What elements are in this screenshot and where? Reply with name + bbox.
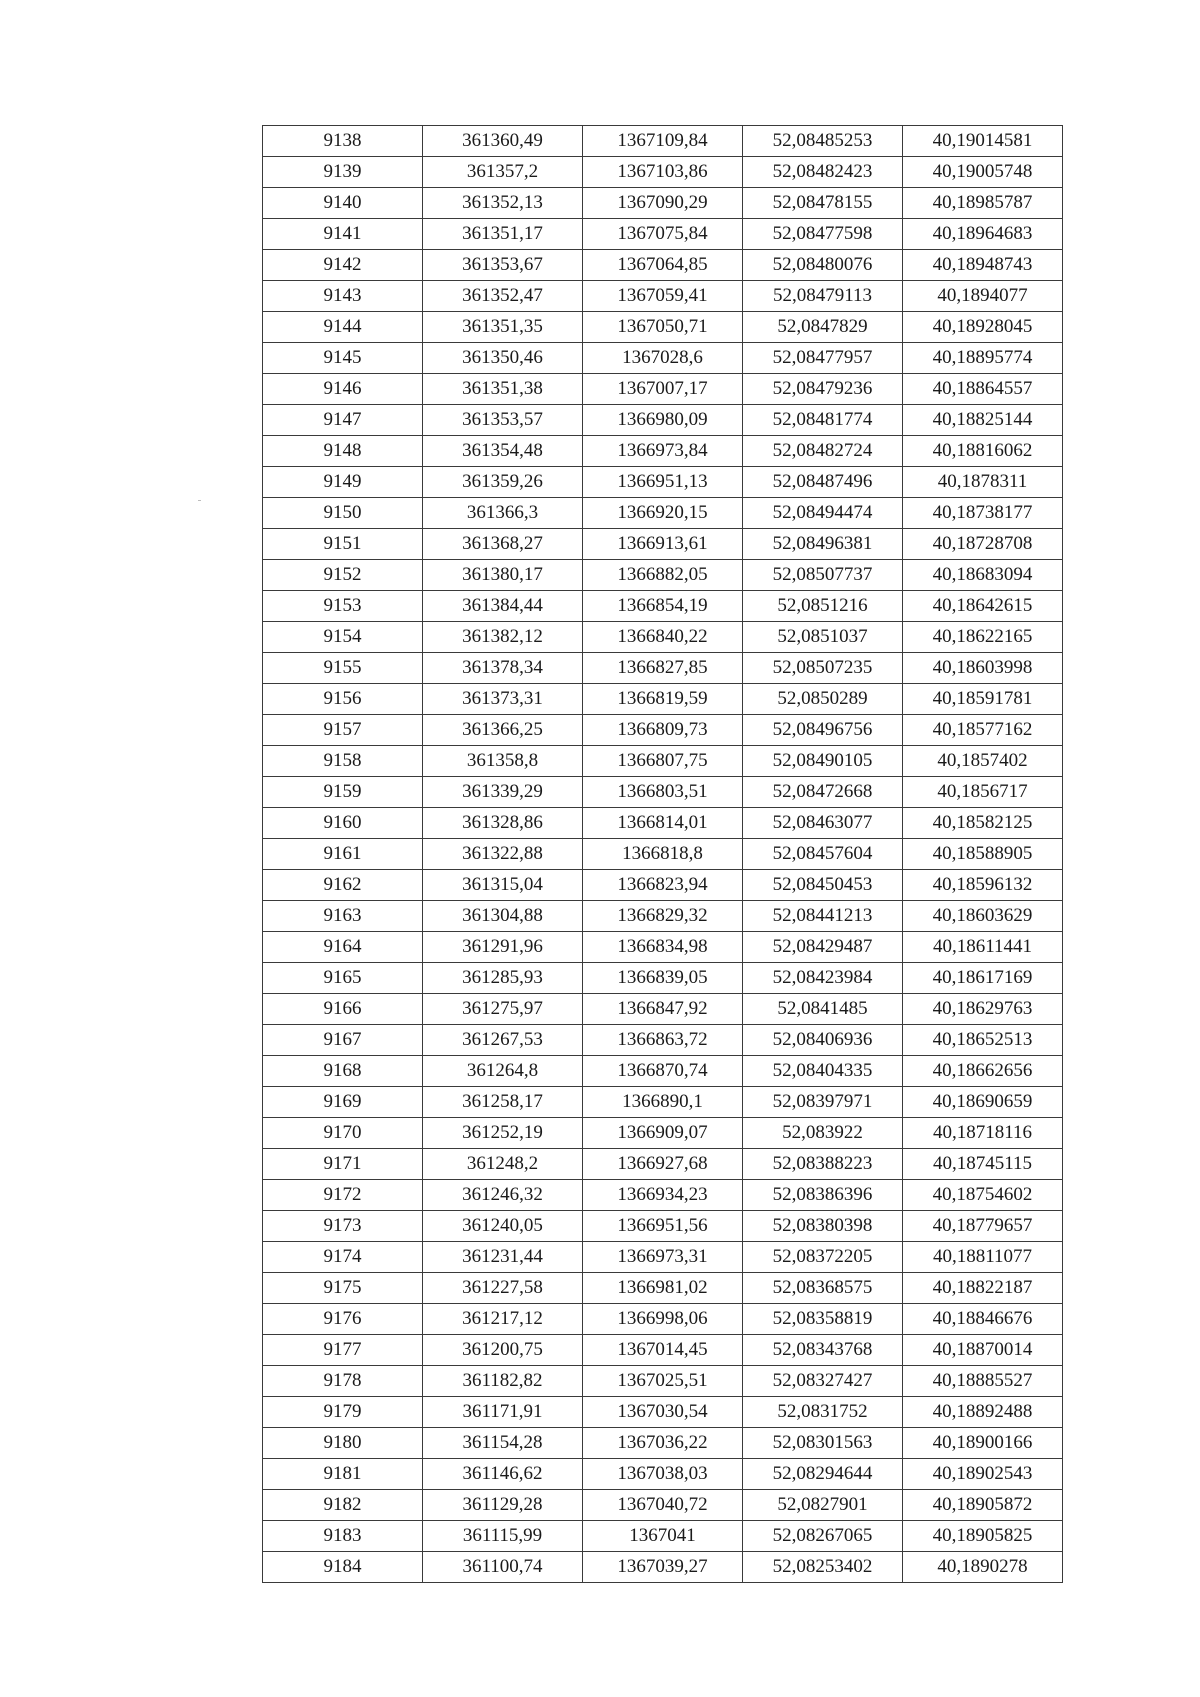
point-number-cell: 9152 [263,560,423,591]
x-coordinate-cell: 361351,17 [423,219,583,250]
longitude-cell: 40,18652513 [903,1025,1063,1056]
latitude-cell: 52,08372205 [743,1242,903,1273]
table-row [263,312,1063,343]
latitude-cell: 52,08494474 [743,498,903,529]
point-number-cell: 9160 [263,808,423,839]
table-row [263,1242,1063,1273]
table-row [263,1056,1063,1087]
y-coordinate-cell: 1366980,09 [583,405,743,436]
point-number-cell: 9166 [263,994,423,1025]
table-row [263,994,1063,1025]
x-coordinate-cell: 361240,05 [423,1211,583,1242]
table-row [263,715,1063,746]
point-number-cell: 9168 [263,1056,423,1087]
point-number-cell: 9158 [263,746,423,777]
coordinates-table [262,125,1063,1583]
latitude-cell: 52,08481774 [743,405,903,436]
latitude-cell: 52,08496756 [743,715,903,746]
point-number-cell: 9173 [263,1211,423,1242]
y-coordinate-cell: 1366951,56 [583,1211,743,1242]
latitude-cell: 52,08343768 [743,1335,903,1366]
latitude-cell: 52,08477957 [743,343,903,374]
x-coordinate-cell: 361315,04 [423,870,583,901]
latitude-cell: 52,08358819 [743,1304,903,1335]
y-coordinate-cell: 1367025,51 [583,1366,743,1397]
longitude-cell: 40,18900166 [903,1428,1063,1459]
longitude-cell: 40,18718116 [903,1118,1063,1149]
table-row [263,1397,1063,1428]
coordinates-table-body [263,126,1063,1583]
latitude-cell: 52,08477598 [743,219,903,250]
table-row [263,1273,1063,1304]
y-coordinate-cell: 1366839,05 [583,963,743,994]
table-row [263,1025,1063,1056]
latitude-cell: 52,08482423 [743,157,903,188]
table-row [263,529,1063,560]
x-coordinate-cell: 361258,17 [423,1087,583,1118]
table-row [263,1211,1063,1242]
x-coordinate-cell: 361115,99 [423,1521,583,1552]
point-number-cell: 9180 [263,1428,423,1459]
longitude-cell: 40,18596132 [903,870,1063,901]
longitude-cell: 40,1890278 [903,1552,1063,1583]
y-coordinate-cell: 1367064,85 [583,250,743,281]
longitude-cell: 40,18622165 [903,622,1063,653]
longitude-cell: 40,18745115 [903,1149,1063,1180]
x-coordinate-cell: 361353,67 [423,250,583,281]
latitude-cell: 52,08423984 [743,963,903,994]
y-coordinate-cell: 1367036,22 [583,1428,743,1459]
table-row [263,808,1063,839]
point-number-cell: 9138 [263,126,423,157]
latitude-cell: 52,08253402 [743,1552,903,1583]
longitude-cell: 40,18902543 [903,1459,1063,1490]
point-number-cell: 9145 [263,343,423,374]
y-coordinate-cell: 1367014,45 [583,1335,743,1366]
x-coordinate-cell: 361100,74 [423,1552,583,1583]
y-coordinate-cell: 1367028,6 [583,343,743,374]
latitude-cell: 52,08327427 [743,1366,903,1397]
longitude-cell: 40,18825144 [903,405,1063,436]
latitude-cell: 52,08294644 [743,1459,903,1490]
x-coordinate-cell: 361354,48 [423,436,583,467]
latitude-cell: 52,0851216 [743,591,903,622]
point-number-cell: 9165 [263,963,423,994]
y-coordinate-cell: 1366823,94 [583,870,743,901]
x-coordinate-cell: 361368,27 [423,529,583,560]
point-number-cell: 9144 [263,312,423,343]
y-coordinate-cell: 1366951,13 [583,467,743,498]
latitude-cell: 52,08479236 [743,374,903,405]
point-number-cell: 9147 [263,405,423,436]
longitude-cell: 40,18588905 [903,839,1063,870]
x-coordinate-cell: 361252,19 [423,1118,583,1149]
longitude-cell: 40,1856717 [903,777,1063,808]
longitude-cell: 40,18591781 [903,684,1063,715]
point-number-cell: 9175 [263,1273,423,1304]
table-row [263,219,1063,250]
latitude-cell: 52,08457604 [743,839,903,870]
scan-speck [198,500,201,501]
y-coordinate-cell: 1366973,31 [583,1242,743,1273]
x-coordinate-cell: 361366,25 [423,715,583,746]
latitude-cell: 52,08496381 [743,529,903,560]
longitude-cell: 40,19005748 [903,157,1063,188]
latitude-cell: 52,08388223 [743,1149,903,1180]
x-coordinate-cell: 361352,47 [423,281,583,312]
x-coordinate-cell: 361322,88 [423,839,583,870]
table-row [263,1366,1063,1397]
longitude-cell: 40,18779657 [903,1211,1063,1242]
table-row [263,1428,1063,1459]
x-coordinate-cell: 361129,28 [423,1490,583,1521]
point-number-cell: 9151 [263,529,423,560]
point-number-cell: 9149 [263,467,423,498]
point-number-cell: 9181 [263,1459,423,1490]
longitude-cell: 40,19014581 [903,126,1063,157]
y-coordinate-cell: 1367039,27 [583,1552,743,1583]
point-number-cell: 9169 [263,1087,423,1118]
y-coordinate-cell: 1367041 [583,1521,743,1552]
x-coordinate-cell: 361378,34 [423,653,583,684]
latitude-cell: 52,08480076 [743,250,903,281]
longitude-cell: 40,1878311 [903,467,1063,498]
latitude-cell: 52,08368575 [743,1273,903,1304]
x-coordinate-cell: 361248,2 [423,1149,583,1180]
longitude-cell: 40,18892488 [903,1397,1063,1428]
point-number-cell: 9141 [263,219,423,250]
latitude-cell: 52,0847829 [743,312,903,343]
table-row [263,1149,1063,1180]
longitude-cell: 40,18662656 [903,1056,1063,1087]
longitude-cell: 40,18738177 [903,498,1063,529]
point-number-cell: 9143 [263,281,423,312]
table-row [263,467,1063,498]
latitude-cell: 52,08301563 [743,1428,903,1459]
table-row [263,343,1063,374]
y-coordinate-cell: 1366863,72 [583,1025,743,1056]
y-coordinate-cell: 1367103,86 [583,157,743,188]
table-row [263,1521,1063,1552]
latitude-cell: 52,08485253 [743,126,903,157]
table-row [263,963,1063,994]
table-row [263,653,1063,684]
longitude-cell: 40,18822187 [903,1273,1063,1304]
y-coordinate-cell: 1366973,84 [583,436,743,467]
table-row [263,591,1063,622]
y-coordinate-cell: 1366803,51 [583,777,743,808]
latitude-cell: 52,08429487 [743,932,903,963]
latitude-cell: 52,08267065 [743,1521,903,1552]
x-coordinate-cell: 361357,2 [423,157,583,188]
latitude-cell: 52,0851037 [743,622,903,653]
point-number-cell: 9142 [263,250,423,281]
table-row [263,250,1063,281]
x-coordinate-cell: 361380,17 [423,560,583,591]
latitude-cell: 52,08472668 [743,777,903,808]
table-row [263,746,1063,777]
longitude-cell: 40,18928045 [903,312,1063,343]
y-coordinate-cell: 1366909,07 [583,1118,743,1149]
latitude-cell: 52,08507737 [743,560,903,591]
point-number-cell: 9179 [263,1397,423,1428]
table-row [263,188,1063,219]
x-coordinate-cell: 361171,91 [423,1397,583,1428]
longitude-cell: 40,18948743 [903,250,1063,281]
point-number-cell: 9146 [263,374,423,405]
longitude-cell: 40,18582125 [903,808,1063,839]
point-number-cell: 9150 [263,498,423,529]
y-coordinate-cell: 1366981,02 [583,1273,743,1304]
latitude-cell: 52,08479113 [743,281,903,312]
table-row [263,870,1063,901]
point-number-cell: 9163 [263,901,423,932]
point-number-cell: 9178 [263,1366,423,1397]
longitude-cell: 40,18895774 [903,343,1063,374]
y-coordinate-cell: 1366829,32 [583,901,743,932]
point-number-cell: 9177 [263,1335,423,1366]
table-row [263,1490,1063,1521]
y-coordinate-cell: 1366870,74 [583,1056,743,1087]
x-coordinate-cell: 361373,31 [423,684,583,715]
longitude-cell: 40,18629763 [903,994,1063,1025]
longitude-cell: 40,18816062 [903,436,1063,467]
longitude-cell: 40,18728708 [903,529,1063,560]
point-number-cell: 9155 [263,653,423,684]
longitude-cell: 40,18905825 [903,1521,1063,1552]
y-coordinate-cell: 1366934,23 [583,1180,743,1211]
y-coordinate-cell: 1366913,61 [583,529,743,560]
longitude-cell: 40,18905872 [903,1490,1063,1521]
x-coordinate-cell: 361360,49 [423,126,583,157]
y-coordinate-cell: 1367007,17 [583,374,743,405]
latitude-cell: 52,0827901 [743,1490,903,1521]
point-number-cell: 9139 [263,157,423,188]
latitude-cell: 52,08397971 [743,1087,903,1118]
latitude-cell: 52,08478155 [743,188,903,219]
y-coordinate-cell: 1366807,75 [583,746,743,777]
x-coordinate-cell: 361304,88 [423,901,583,932]
x-coordinate-cell: 361366,3 [423,498,583,529]
x-coordinate-cell: 361358,8 [423,746,583,777]
x-coordinate-cell: 361227,58 [423,1273,583,1304]
x-coordinate-cell: 361217,12 [423,1304,583,1335]
table-row [263,281,1063,312]
longitude-cell: 40,18577162 [903,715,1063,746]
longitude-cell: 40,18683094 [903,560,1063,591]
y-coordinate-cell: 1366819,59 [583,684,743,715]
longitude-cell: 40,18964683 [903,219,1063,250]
y-coordinate-cell: 1367090,29 [583,188,743,219]
x-coordinate-cell: 361154,28 [423,1428,583,1459]
table-row [263,498,1063,529]
table-row [263,374,1063,405]
point-number-cell: 9184 [263,1552,423,1583]
longitude-cell: 40,18811077 [903,1242,1063,1273]
x-coordinate-cell: 361275,97 [423,994,583,1025]
longitude-cell: 40,18690659 [903,1087,1063,1118]
latitude-cell: 52,08490105 [743,746,903,777]
x-coordinate-cell: 361353,57 [423,405,583,436]
longitude-cell: 40,1894077 [903,281,1063,312]
longitude-cell: 40,1857402 [903,746,1063,777]
table-row [263,1459,1063,1490]
table-row [263,622,1063,653]
latitude-cell: 52,08441213 [743,901,903,932]
table-row [263,839,1063,870]
x-coordinate-cell: 361384,44 [423,591,583,622]
y-coordinate-cell: 1366882,05 [583,560,743,591]
y-coordinate-cell: 1366927,68 [583,1149,743,1180]
x-coordinate-cell: 361350,46 [423,343,583,374]
x-coordinate-cell: 361246,32 [423,1180,583,1211]
latitude-cell: 52,08380398 [743,1211,903,1242]
latitude-cell: 52,08450453 [743,870,903,901]
point-number-cell: 9176 [263,1304,423,1335]
longitude-cell: 40,18642615 [903,591,1063,622]
table-row [263,436,1063,467]
point-number-cell: 9159 [263,777,423,808]
latitude-cell: 52,08507235 [743,653,903,684]
table-row [263,901,1063,932]
table-row [263,932,1063,963]
point-number-cell: 9140 [263,188,423,219]
longitude-cell: 40,18870014 [903,1335,1063,1366]
longitude-cell: 40,18846676 [903,1304,1063,1335]
longitude-cell: 40,18885527 [903,1366,1063,1397]
point-number-cell: 9170 [263,1118,423,1149]
y-coordinate-cell: 1366809,73 [583,715,743,746]
y-coordinate-cell: 1367038,03 [583,1459,743,1490]
latitude-cell: 52,08386396 [743,1180,903,1211]
y-coordinate-cell: 1367059,41 [583,281,743,312]
x-coordinate-cell: 361359,26 [423,467,583,498]
x-coordinate-cell: 361285,93 [423,963,583,994]
longitude-cell: 40,18603998 [903,653,1063,684]
table-row [263,777,1063,808]
latitude-cell: 52,08487496 [743,467,903,498]
table-row [263,560,1063,591]
y-coordinate-cell: 1366818,8 [583,839,743,870]
point-number-cell: 9174 [263,1242,423,1273]
longitude-cell: 40,18603629 [903,901,1063,932]
table-row [263,1087,1063,1118]
x-coordinate-cell: 361200,75 [423,1335,583,1366]
point-number-cell: 9182 [263,1490,423,1521]
point-number-cell: 9153 [263,591,423,622]
longitude-cell: 40,18754602 [903,1180,1063,1211]
table-row [263,1304,1063,1335]
y-coordinate-cell: 1366834,98 [583,932,743,963]
point-number-cell: 9161 [263,839,423,870]
latitude-cell: 52,083922 [743,1118,903,1149]
point-number-cell: 9154 [263,622,423,653]
y-coordinate-cell: 1367040,72 [583,1490,743,1521]
latitude-cell: 52,0831752 [743,1397,903,1428]
longitude-cell: 40,18985787 [903,188,1063,219]
point-number-cell: 9157 [263,715,423,746]
longitude-cell: 40,18617169 [903,963,1063,994]
x-coordinate-cell: 361264,8 [423,1056,583,1087]
longitude-cell: 40,18864557 [903,374,1063,405]
x-coordinate-cell: 361351,35 [423,312,583,343]
latitude-cell: 52,08406936 [743,1025,903,1056]
point-number-cell: 9148 [263,436,423,467]
x-coordinate-cell: 361352,13 [423,188,583,219]
x-coordinate-cell: 361339,29 [423,777,583,808]
table-row [263,405,1063,436]
x-coordinate-cell: 361231,44 [423,1242,583,1273]
table-row [263,1180,1063,1211]
x-coordinate-cell: 361182,82 [423,1366,583,1397]
latitude-cell: 52,0841485 [743,994,903,1025]
x-coordinate-cell: 361328,86 [423,808,583,839]
table-row [263,684,1063,715]
point-number-cell: 9164 [263,932,423,963]
x-coordinate-cell: 361351,38 [423,374,583,405]
y-coordinate-cell: 1367030,54 [583,1397,743,1428]
y-coordinate-cell: 1367109,84 [583,126,743,157]
longitude-cell: 40,18611441 [903,932,1063,963]
point-number-cell: 9167 [263,1025,423,1056]
y-coordinate-cell: 1367075,84 [583,219,743,250]
point-number-cell: 9183 [263,1521,423,1552]
table-row [263,1552,1063,1583]
y-coordinate-cell: 1366814,01 [583,808,743,839]
point-number-cell: 9171 [263,1149,423,1180]
y-coordinate-cell: 1366998,06 [583,1304,743,1335]
latitude-cell: 52,08404335 [743,1056,903,1087]
x-coordinate-cell: 361382,12 [423,622,583,653]
y-coordinate-cell: 1366827,85 [583,653,743,684]
latitude-cell: 52,08482724 [743,436,903,467]
table-row [263,1118,1063,1149]
point-number-cell: 9156 [263,684,423,715]
x-coordinate-cell: 361146,62 [423,1459,583,1490]
table-row [263,126,1063,157]
x-coordinate-cell: 361267,53 [423,1025,583,1056]
y-coordinate-cell: 1366840,22 [583,622,743,653]
x-coordinate-cell: 361291,96 [423,932,583,963]
point-number-cell: 9172 [263,1180,423,1211]
y-coordinate-cell: 1366920,15 [583,498,743,529]
table-row [263,157,1063,188]
y-coordinate-cell: 1367050,71 [583,312,743,343]
table-row [263,1335,1063,1366]
y-coordinate-cell: 1366854,19 [583,591,743,622]
y-coordinate-cell: 1366847,92 [583,994,743,1025]
point-number-cell: 9162 [263,870,423,901]
latitude-cell: 52,0850289 [743,684,903,715]
latitude-cell: 52,08463077 [743,808,903,839]
y-coordinate-cell: 1366890,1 [583,1087,743,1118]
